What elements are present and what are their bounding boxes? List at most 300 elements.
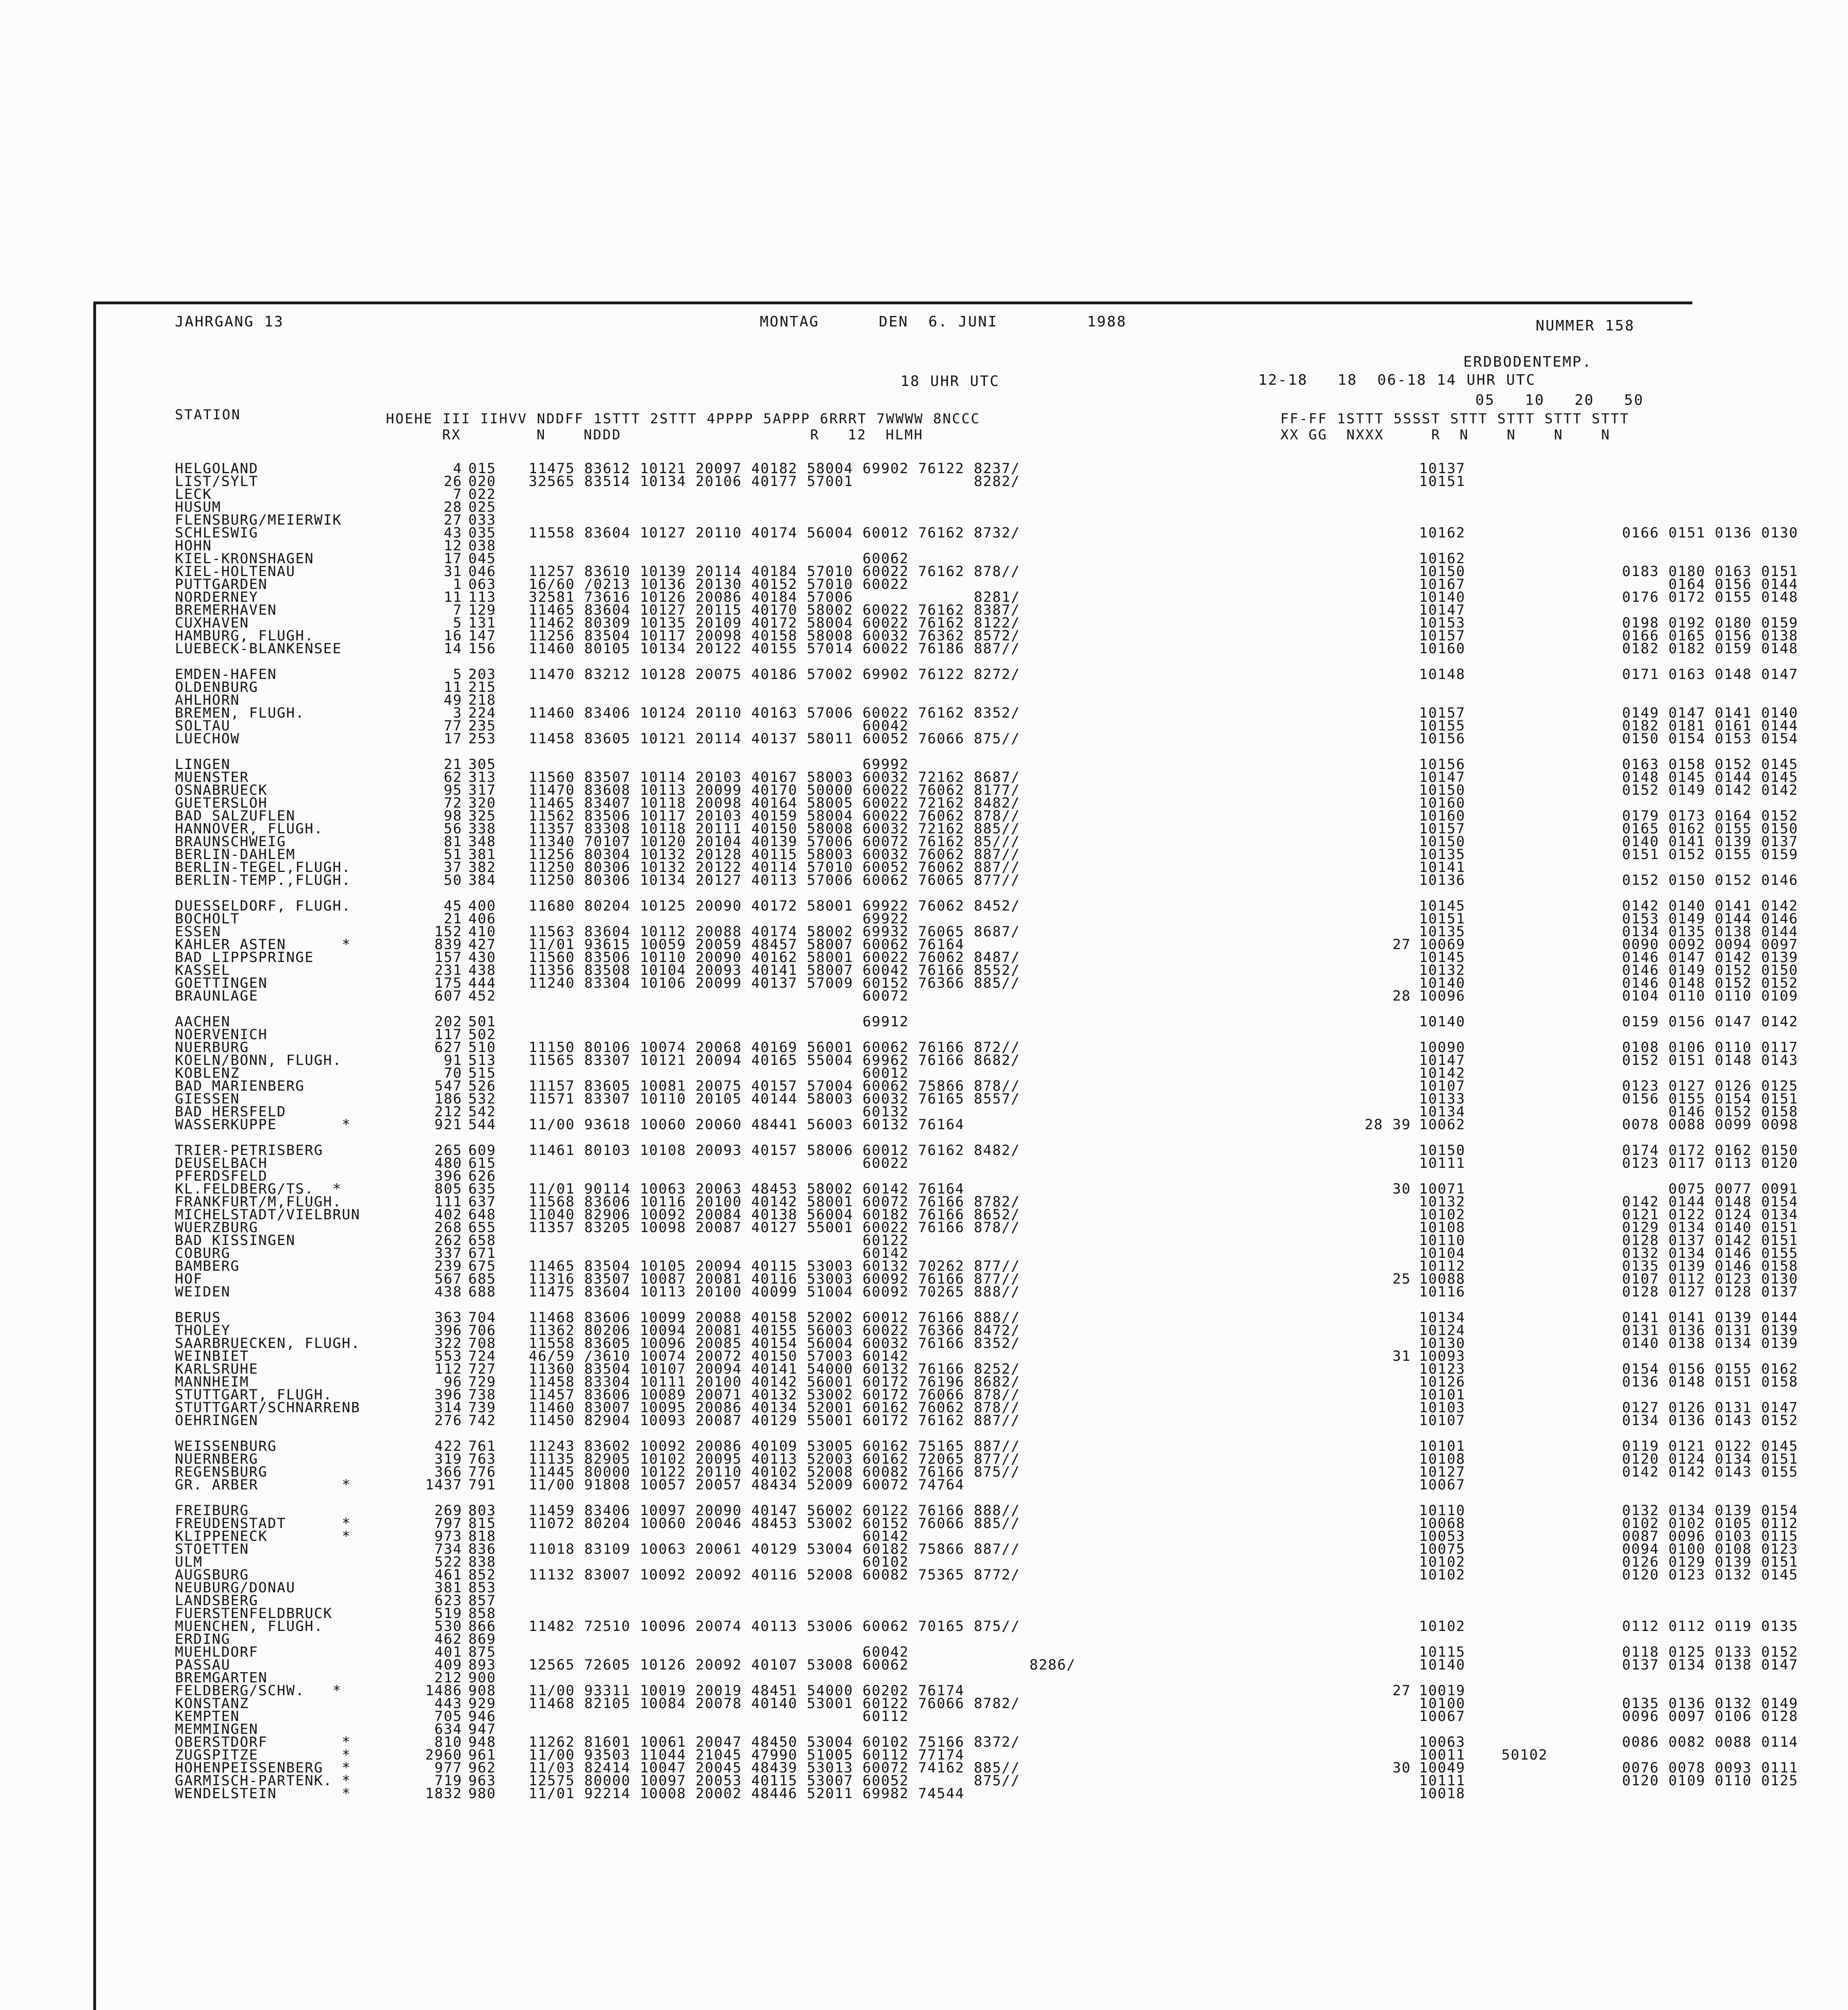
soil-temps: 0118 0125 0133 0152	[1622, 1644, 1799, 1660]
max-temp-group: 10156	[1419, 757, 1466, 773]
soil-temps: 0134 0135 0138 0144	[1622, 924, 1799, 940]
station-height: 461	[434, 1567, 462, 1583]
soil-temps: 0151 0152 0155 0159	[1622, 847, 1799, 863]
soil-temps: 0107 0112 0123 0130	[1622, 1271, 1799, 1287]
station-index: 542	[468, 1104, 496, 1120]
station-name: MICHELSTADT/VIELBRUN	[175, 1207, 361, 1223]
station-index: 020	[468, 474, 496, 490]
station-index: 215	[468, 679, 496, 695]
max-temp-group: 10147	[1419, 1052, 1466, 1069]
station-index: 671	[468, 1245, 496, 1261]
station-name: KARLSRUHE	[175, 1361, 258, 1377]
soil-temps: 0146 0147 0142 0139	[1622, 950, 1799, 966]
station-name: BERLIN-TEMP.,FLUGH.	[175, 872, 351, 888]
soil-depth-labels: 05 10 20 50	[1475, 392, 1644, 408]
max-temp-group: 10126	[1419, 1374, 1466, 1390]
station-name: NOERVENICH	[175, 1027, 268, 1043]
max-temp-group: 10140	[1419, 1657, 1466, 1673]
station-name: BERLIN-TEGEL,FLUGH.	[175, 859, 351, 876]
max-temp-group: 10100	[1419, 1696, 1466, 1712]
synop-groups: 11362 80206 10094 20081 40155 56003 60022 76366 8472/	[529, 1323, 1020, 1339]
station-index: 510	[468, 1040, 496, 1056]
max-temp-group: 10132	[1419, 962, 1466, 978]
station-height: 409	[434, 1657, 462, 1673]
synop-groups: 11563 83604 10112 20088 40174 58002 69932 76065 8687/	[529, 924, 1020, 940]
station-height: 314	[434, 1400, 462, 1416]
station-height: 921	[434, 1117, 462, 1133]
synop-groups: 11157 83605 10081 20075 40157 57004 60062 75866 878//	[529, 1078, 1020, 1094]
station-height: 1486	[425, 1683, 462, 1699]
station-name: OSNABRUECK	[175, 782, 268, 798]
max-temp-group: 10150	[1419, 564, 1466, 580]
station-name: AUGSBURG	[175, 1567, 249, 1583]
station-index: 381	[468, 847, 496, 863]
station-index: 869	[468, 1631, 496, 1647]
soil-temps: 0140 0138 0134 0139	[1622, 1335, 1799, 1352]
station-height: 26	[443, 474, 462, 490]
wind-gust-extra: 25	[1392, 1271, 1411, 1287]
synop-groups: 11458 83605 10121 20114 40137 58011 60052 76066 875//	[529, 731, 1020, 747]
soil-temps: 0096 0097 0106 0128	[1622, 1708, 1799, 1725]
synop-groups: 11462 80309 10135 20109 40172 58004 60022 76162 8122/	[529, 615, 1020, 631]
volume-label: JAHRGANG 13	[175, 314, 284, 330]
station-height: 96	[443, 1374, 462, 1390]
station-index: 803	[468, 1503, 496, 1519]
station-height: 2960	[425, 1747, 462, 1763]
synop-groups: 69992	[529, 757, 909, 773]
synop-groups: 11356 83508 10104 20093 40141 58007 60042 76166 8552/	[529, 962, 1020, 978]
synop-groups: 11568 83606 10116 20100 40142 58001 60072 76166 8782/	[529, 1194, 1020, 1210]
station-height: 443	[434, 1696, 462, 1712]
station-name: FREUDENSTADT *	[175, 1516, 351, 1532]
max-temp-group: 10075	[1419, 1541, 1466, 1557]
max-temp-group: 10108	[1419, 1451, 1466, 1467]
max-temp-group: 10162	[1419, 525, 1466, 541]
station-name: FUERSTENFELDBRUCK	[175, 1606, 333, 1622]
station-name: DUESSELDORF, FLUGH.	[175, 898, 351, 914]
synop-groups: 11/01 93615 10059 20059 48457 58007 60062 76164	[529, 937, 965, 953]
station-name: ERDING	[175, 1631, 231, 1647]
station-name: LANDSBERG	[175, 1593, 258, 1609]
slot-1218-label: 12-18 18 06-18 14 UHR UTC	[1258, 372, 1536, 388]
soil-temps: 0174 0172 0162 0150	[1622, 1142, 1799, 1159]
max-temp-group: 10093	[1419, 1348, 1466, 1364]
station-name: BAD MARIENBERG	[175, 1078, 305, 1094]
soil-temps: 0166 0165 0156 0138	[1622, 628, 1799, 644]
max-temp-group: 10111	[1419, 1155, 1466, 1171]
station-name: BAD SALZUFLEN	[175, 808, 295, 824]
station-index: 544	[468, 1117, 496, 1133]
max-temp-group: 10134	[1419, 1104, 1466, 1120]
soil-temps: 0176 0172 0155 0148	[1622, 589, 1799, 605]
soil-temps: 0131 0136 0131 0139	[1622, 1323, 1799, 1339]
station-height: 422	[434, 1438, 462, 1454]
synop-groups: 60062	[529, 551, 909, 567]
soil-temps: 0102 0102 0105 0112	[1622, 1516, 1799, 1532]
synop-groups: 11250 80306 10132 20122 40114 57010 60052 76062 887//	[529, 859, 1020, 876]
soil-temps: 0148 0145 0144 0145	[1622, 769, 1799, 786]
max-temp-group: 10101	[1419, 1387, 1466, 1403]
station-height: 462	[434, 1631, 462, 1647]
station-height: 262	[434, 1233, 462, 1249]
station-index: 046	[468, 564, 496, 580]
soil-temps: 0146 0149 0152 0150	[1622, 962, 1799, 978]
synop-groups: 60042	[529, 1644, 909, 1660]
station-name: AHLHORN	[175, 692, 240, 708]
station-name: STUTTGART, FLUGH.	[175, 1387, 333, 1403]
station-name: NORDERNEY	[175, 589, 258, 605]
station-name: BREMERHAVEN	[175, 602, 277, 618]
station-height: 112	[434, 1361, 462, 1377]
station-index: 866	[468, 1618, 496, 1635]
synop-groups: 60112	[529, 1708, 909, 1725]
max-temp-group: 10115	[1419, 1644, 1466, 1660]
station-name: BERLIN-DAHLEM	[175, 847, 295, 863]
synop-groups: 11040 82906 10092 20084 40138 56004 60182 76166 8652/	[529, 1207, 1020, 1223]
max-temp-group: 10110	[1419, 1503, 1466, 1519]
station-name: KIEL-HOLTENAU	[175, 564, 295, 580]
max-temp-group: 10096	[1419, 988, 1466, 1004]
station-name: WUERZBURG	[175, 1220, 258, 1236]
station-height: 977	[434, 1760, 462, 1776]
station-index: 637	[468, 1194, 496, 1210]
soil-temps: 0090 0092 0094 0097	[1622, 937, 1799, 953]
wind-gust-extra: 28 39	[1364, 1117, 1411, 1133]
station-height: 363	[434, 1310, 462, 1326]
station-index: 655	[468, 1220, 496, 1236]
station-name: GUETERSLOH	[175, 795, 268, 811]
soil-temps: 0087 0096 0103 0115	[1622, 1528, 1799, 1544]
station-height: 268	[434, 1220, 462, 1236]
station-index: 738	[468, 1387, 496, 1403]
soil-temps: 0120 0124 0134 0151	[1622, 1451, 1799, 1467]
station-name: STUTTGART/SCHNARRENB	[175, 1400, 361, 1416]
synop-groups: 11565 83307 10121 20094 40165 55004 69962 76166 8682/	[529, 1052, 1020, 1069]
soil-temps: 0137 0134 0138 0147	[1622, 1657, 1799, 1673]
max-temp-group: 10127	[1419, 1464, 1466, 1480]
station-name: BREMGARTEN	[175, 1670, 268, 1686]
station-height: 27	[443, 512, 462, 528]
synop-groups: 11458 83304 10111 20100 40142 56001 60172 76196 8682/	[529, 1374, 1020, 1390]
station-height: 480	[434, 1155, 462, 1171]
station-index: 253	[468, 731, 496, 747]
station-height: 56	[443, 821, 462, 837]
station-index: 035	[468, 525, 496, 541]
max-temp-group: 10107	[1419, 1078, 1466, 1094]
station-index: 763	[468, 1451, 496, 1467]
station-height: 37	[443, 859, 462, 876]
max-temp-group: 10153	[1419, 615, 1466, 631]
max-temp-group: 10102	[1419, 1618, 1466, 1635]
station-height: 719	[434, 1773, 462, 1789]
station-height: 152	[434, 924, 462, 940]
synop-groups: 11461 80103 10108 20093 40157 58006 60012 76162 8482/	[529, 1142, 1020, 1159]
synop-groups: 60142	[529, 1528, 909, 1544]
station-height: 91	[443, 1052, 462, 1069]
station-height: 28	[443, 499, 462, 515]
max-temp-group: 10102	[1419, 1554, 1466, 1570]
station-index: 739	[468, 1400, 496, 1416]
max-temp-group: 10090	[1419, 1040, 1466, 1056]
station-index: 706	[468, 1323, 496, 1339]
station-index: 962	[468, 1760, 496, 1776]
synop-groups: 60012	[529, 1065, 909, 1081]
soil-temps: 0142 0140 0141 0142	[1622, 898, 1799, 914]
station-height: 11	[443, 679, 462, 695]
soil-temps: 0123 0127 0126 0125	[1622, 1078, 1799, 1094]
synop-groups: 11243 83602 10092 20086 40109 53005 60162 75165 887//	[529, 1438, 1020, 1454]
station-name: GOETTINGEN	[175, 975, 268, 991]
station-index: 400	[468, 898, 496, 914]
soil-temps: 0120 0109 0110 0125	[1622, 1773, 1799, 1789]
synop-groups: 11558 83605 10096 20085 40154 56004 60032 76166 8352/	[529, 1335, 1020, 1352]
station-index: 320	[468, 795, 496, 811]
station-name: KAHLER ASTEN *	[175, 937, 351, 953]
station-height: 70	[443, 1065, 462, 1081]
station-index: 129	[468, 602, 496, 618]
synop-groups: 12565 72605 10126 20092 40107 53008 60062 8286/	[529, 1657, 1076, 1673]
station-index: 444	[468, 975, 496, 991]
soil-temps: 0182 0182 0159 0148	[1622, 641, 1799, 657]
station-height: 49	[443, 692, 462, 708]
synop-groups: 11/00 93618 10060 20060 48441 56003 60132 76164	[529, 1117, 965, 1133]
station-height: 265	[434, 1142, 462, 1159]
max-temp-group: 10069	[1419, 937, 1466, 953]
station-name: OLDENBURG	[175, 679, 258, 695]
station-name: FRANKFURT/M,FLUGH.	[175, 1194, 342, 1210]
frame-top-rule	[93, 302, 1692, 304]
station-name: OEHRINGEN	[175, 1413, 258, 1429]
synop-groups: 69912	[529, 1014, 909, 1030]
station-height: 117	[434, 1027, 462, 1043]
max-temp-group: 10123	[1419, 1361, 1466, 1377]
wind-gust-extra: 30	[1392, 1760, 1411, 1776]
station-height: 401	[434, 1644, 462, 1660]
station-name: BREMEN, FLUGH.	[175, 705, 305, 721]
station-index: 113	[468, 589, 496, 605]
station-height: 269	[434, 1503, 462, 1519]
synop-groups: 11460 80105 10134 20122 40155 57014 60022 76186 887//	[529, 641, 1020, 657]
station-index: 791	[468, 1477, 496, 1493]
station-name: DEUSELBACH	[175, 1155, 268, 1171]
synop-groups: 69922	[529, 911, 909, 927]
station-index: 635	[468, 1181, 496, 1197]
station-name: PFERDSFELD	[175, 1168, 268, 1184]
station-height: 239	[434, 1258, 462, 1274]
soil-temps: 0142 0144 0148 0154	[1622, 1194, 1799, 1210]
synop-groups: 11250 80306 10134 20127 40113 57006 60062 76065 877//	[529, 872, 1020, 888]
soil-temps: 0128 0137 0142 0151	[1622, 1233, 1799, 1249]
max-temp-group: 10018	[1419, 1786, 1466, 1802]
station-index: 908	[468, 1683, 496, 1699]
station-height: 62	[443, 769, 462, 786]
station-name: SOLTAU	[175, 718, 231, 734]
station-height: 31	[443, 564, 462, 580]
station-index: 235	[468, 718, 496, 734]
frame-left-rule	[93, 302, 96, 2010]
max-temp-group: 10130	[1419, 1335, 1466, 1352]
station-index: 815	[468, 1516, 496, 1532]
max-temp-group: 10062	[1419, 1117, 1466, 1133]
station-name: MUENCHEN, FLUGH.	[175, 1618, 324, 1635]
soil-temps: 0121 0122 0124 0134	[1622, 1207, 1799, 1223]
max-temp-group: 10135	[1419, 924, 1466, 940]
station-name: KOELN/BONN, FLUGH.	[175, 1052, 342, 1069]
max-temp-group: 10133	[1419, 1091, 1466, 1107]
station-name: BAD LIPPSPRINGE	[175, 950, 314, 966]
soil-temps: 0198 0192 0180 0159	[1622, 615, 1799, 631]
synop-groups: 46/59 /3610 10074 20072 40150 57003 60142	[529, 1348, 909, 1364]
max-temp-group: 10067	[1419, 1477, 1466, 1493]
station-name: BAMBERG	[175, 1258, 240, 1274]
station-index: 218	[468, 692, 496, 708]
station-name: LIST/SYLT	[175, 474, 258, 490]
soil-temps: 0182 0181 0161 0144	[1622, 718, 1799, 734]
station-index: 615	[468, 1155, 496, 1171]
station-name: LINGEN	[175, 757, 231, 773]
synop-groups: 11571 83307 10110 20105 40144 58003 60032 76165 8557/	[529, 1091, 1020, 1107]
station-name: MANNHEIM	[175, 1374, 249, 1390]
station-height: 319	[434, 1451, 462, 1467]
station-name: WEIDEN	[175, 1284, 231, 1300]
station-name: HAMBURG, FLUGH.	[175, 628, 314, 644]
soil-temps: 0149 0147 0141 0140	[1622, 705, 1799, 721]
soil-temps: 0159 0156 0147 0142	[1622, 1014, 1799, 1030]
synop-groups: 11468 82105 10084 20078 40140 53001 60122 76066 8782/	[529, 1696, 1020, 1712]
synop-groups: 11340 70107 10120 20104 40139 57006 60072 76162 85///	[529, 834, 1020, 850]
synop-groups: 11475 83612 10121 20097 40182 58004 69902 76122 8237/	[529, 461, 1020, 477]
station-height: 623	[434, 1593, 462, 1609]
synop-groups: 11262 81601 10061 20047 48450 53004 60102 75166 8372/	[529, 1734, 1020, 1750]
max-temp-group: 10053	[1419, 1528, 1466, 1544]
station-name: BRAUNSCHWEIG	[175, 834, 286, 850]
wind-gust-extra: 27	[1392, 1683, 1411, 1699]
station-index: 502	[468, 1027, 496, 1043]
station-index: 704	[468, 1310, 496, 1326]
station-name: LUECHOW	[175, 731, 240, 747]
station-height: 810	[434, 1734, 462, 1750]
soil-temps: 0120 0123 0132 0145	[1622, 1567, 1799, 1583]
station-name: FREIBURG	[175, 1503, 249, 1519]
station-height: 396	[434, 1168, 462, 1184]
synop-groups: 11460 83007 10095 20086 40134 52001 60162 76062 878//	[529, 1400, 1020, 1416]
max-temp-group: 10071	[1419, 1181, 1466, 1197]
station-height: 553	[434, 1348, 462, 1364]
soil-temps: 0141 0141 0139 0144	[1622, 1310, 1799, 1326]
station-height: 21	[443, 757, 462, 773]
max-temp-group: 10067	[1419, 1708, 1466, 1725]
station-height: 12	[443, 538, 462, 554]
station-name: SAARBRUECKEN, FLUGH.	[175, 1335, 361, 1352]
synop-groups: 12575 80000 10097 20053 40115 53007 60052 875//	[529, 1773, 1020, 1789]
max-temp-group: 10108	[1419, 1220, 1466, 1236]
station-height: 186	[434, 1091, 462, 1107]
group-header-line1: HOEHE III IIHVV NDDFF 1STTT 2STTT 4PPPP 5APPP 6RRRT 7WWWW 8NCCC	[386, 411, 980, 427]
wind-gust-extra: 28	[1392, 988, 1411, 1004]
max-temp-group: 10134	[1419, 1310, 1466, 1326]
station-name: KL.FELDBERG/TS. *	[175, 1181, 342, 1197]
soil-temps: 0132 0134 0139 0154	[1622, 1503, 1799, 1519]
snow-group: 50102	[1501, 1747, 1548, 1763]
station-name: THOLEY	[175, 1323, 231, 1339]
soil-temps: 0156 0155 0154 0151	[1622, 1091, 1799, 1107]
max-temp-group: 10104	[1419, 1245, 1466, 1261]
soil-temps: 0129 0134 0140 0151	[1622, 1220, 1799, 1236]
max-temp-group: 10148	[1419, 667, 1466, 683]
station-name: KOBLENZ	[175, 1065, 240, 1081]
station-name: HELGOLAND	[175, 461, 258, 477]
station-height: 1832	[425, 1786, 462, 1802]
max-temp-group: 10011	[1419, 1747, 1466, 1763]
station-index: 609	[468, 1142, 496, 1159]
station-name: EMDEN-HAFEN	[175, 667, 277, 683]
max-temp-group: 10150	[1419, 782, 1466, 798]
station-name: BOCHOLT	[175, 911, 240, 927]
station-name: ULM	[175, 1554, 203, 1570]
station-name: BAD KISSINGEN	[175, 1233, 295, 1249]
station-name: WENDELSTEIN *	[175, 1786, 351, 1802]
soil-temps: 0123 0117 0113 0120	[1622, 1155, 1799, 1171]
soil-temps: 0128 0127 0128 0137	[1622, 1284, 1799, 1300]
station-height: 17	[443, 731, 462, 747]
station-height: 438	[434, 1284, 462, 1300]
soil-temps: 0076 0078 0093 0111	[1622, 1760, 1799, 1776]
station-height: 17	[443, 551, 462, 567]
station-name: HOHN	[175, 538, 212, 554]
synop-groups: 11/01 90114 10063 20063 48453 58002 60142 76164	[529, 1181, 965, 1197]
station-height: 3	[453, 705, 462, 721]
soil-temps: 0136 0148 0151 0158	[1622, 1374, 1799, 1390]
station-index: 515	[468, 1065, 496, 1081]
soil-temps: 0166 0151 0136 0130	[1622, 525, 1799, 541]
station-height: 212	[434, 1104, 462, 1120]
synop-groups: 11470 83212 10128 20075 40186 57002 69902 76122 8272/	[529, 667, 1020, 683]
max-temp-group: 10101	[1419, 1438, 1466, 1454]
max-temp-group: 10136	[1419, 872, 1466, 888]
soil-temps: 0135 0139 0146 0158	[1622, 1258, 1799, 1274]
station-name: KIEL-KRONSHAGEN	[175, 551, 314, 567]
station-height: 4	[453, 461, 462, 477]
synop-groups: 11562 83506 10117 20103 40159 58004 60022 76062 878//	[529, 808, 1020, 824]
station-index: 963	[468, 1773, 496, 1789]
station-name: WEINBIET	[175, 1348, 249, 1364]
station-height: 519	[434, 1606, 462, 1622]
soil-temps: 0183 0180 0163 0151	[1622, 564, 1799, 580]
station-height: 11	[443, 589, 462, 605]
soil-temps: 0140 0141 0139 0137	[1622, 834, 1799, 850]
soil-temps: 0179 0173 0164 0152	[1622, 808, 1799, 824]
soil-temps: 0112 0112 0119 0135	[1622, 1618, 1799, 1635]
station-name: TRIER-PETRISBERG	[175, 1142, 324, 1159]
station-height: 81	[443, 834, 462, 850]
station-name: HOF	[175, 1271, 203, 1287]
synop-groups: 11132 83007 10092 20092 40116 52008 60082 75365 8772/	[529, 1567, 1020, 1583]
max-temp-group: 10157	[1419, 821, 1466, 837]
max-temp-group: 10150	[1419, 834, 1466, 850]
synop-groups: 11/00 91808 10057 20057 48434 52009 60072 74764	[529, 1477, 965, 1493]
station-height: 98	[443, 808, 462, 824]
synop-groups: 11240 83304 10106 20099 40137 57009 60152 76366 885//	[529, 975, 1020, 991]
synop-groups: 11357 83205 10098 20087 40127 55001 60022 76166 878//	[529, 1220, 1020, 1236]
station-name: BAD HERSFELD	[175, 1104, 286, 1120]
station-index: 033	[468, 512, 496, 528]
max-temp-group: 10103	[1419, 1400, 1466, 1416]
station-height: 805	[434, 1181, 462, 1197]
station-height: 734	[434, 1541, 462, 1557]
station-index: 729	[468, 1374, 496, 1390]
max-temp-group: 10160	[1419, 641, 1466, 657]
station-name: CUXHAVEN	[175, 615, 249, 631]
